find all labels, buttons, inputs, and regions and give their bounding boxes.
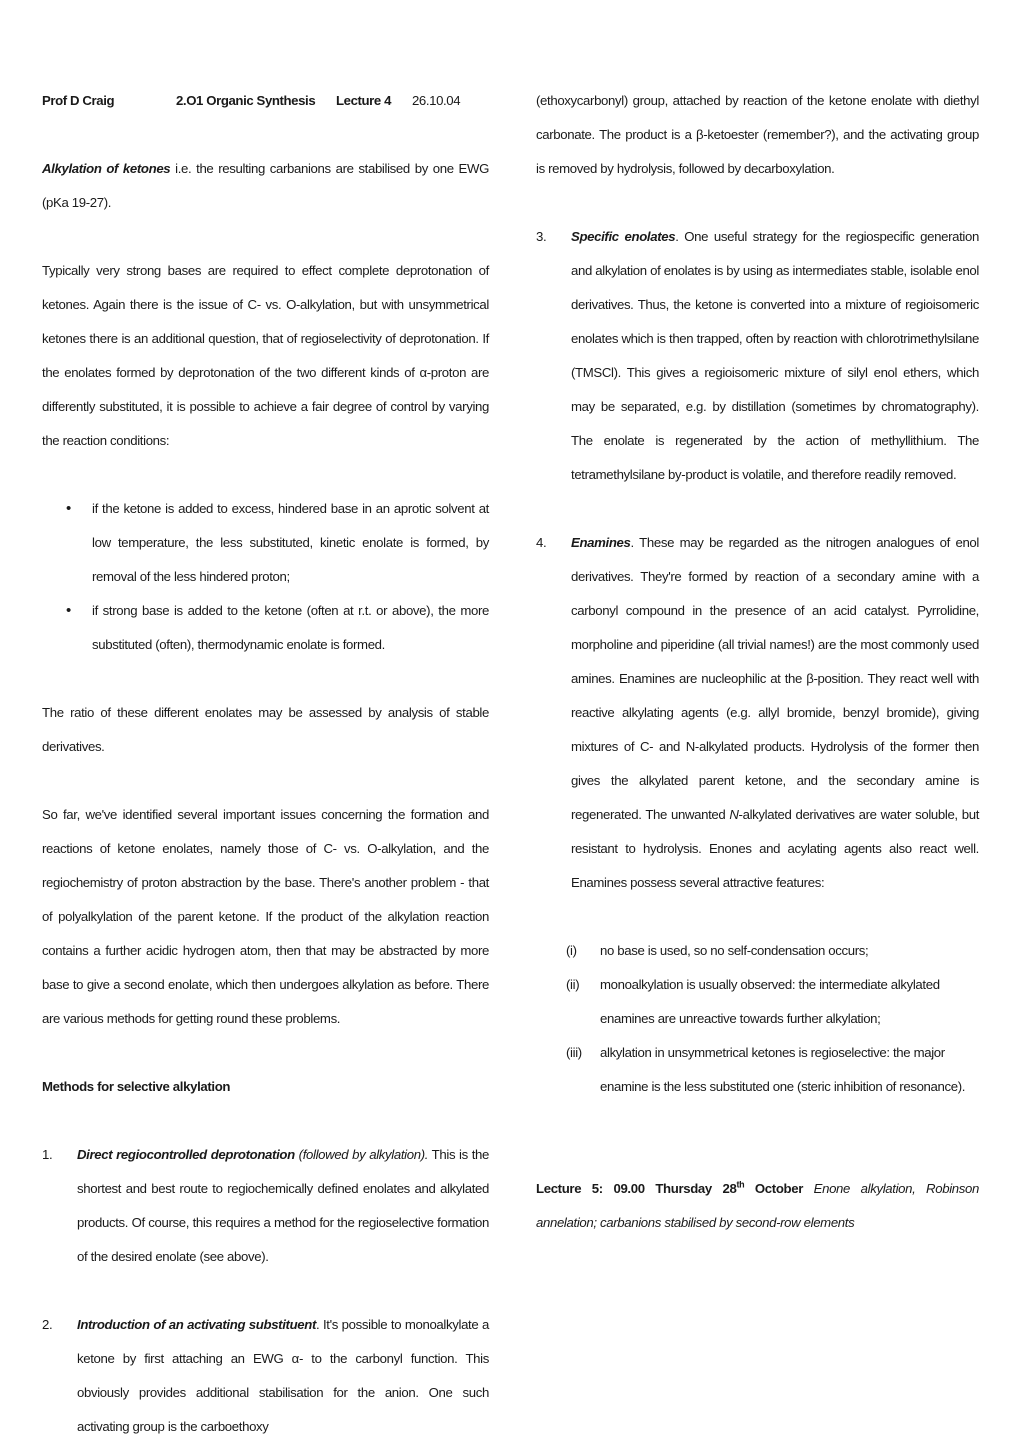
section-title: Alkylation of ketones [42, 161, 171, 176]
method-item-2-continued: (ethoxycarbonyl) group, attached by reaction of the ketone enolate with diethyl carbonate. The product is a β-ketoester (remember?), and the activating group is removed by hydrolysis, followed by decarboxylation. [536, 93, 979, 176]
method-item-3 [536, 220, 979, 492]
paragraph-deprotonation: Typically very strong bases are required to effect complete deprotonation of ketones. Again there is the issue of C- vs. O-alkylation, but with unsymmetrical ketones there is an additional question, that of regioselectivity of deprotonation. If the enolates formed by deprotonation of the two different kinds of α-proton are differently substituted, it is possible to achieve a fair degree of control by varying the reaction conditions: [42, 263, 489, 448]
item-number: 4. [536, 535, 547, 550]
lecture-date: 26.10.04 [412, 93, 461, 108]
next-lecture-topics: Enone alkylation, Robinson annelation; carbanions stabilised by second-row elements [536, 1181, 979, 1230]
item-numeral: (ii) [566, 977, 580, 992]
item-numeral: (i) [566, 943, 577, 958]
method-text: . It's possible to monoalkylate a ketone by first attaching an EWG α- to the carbonyl function. This obviously provides additional stabilisation for the anion. One such activating group is the carboethoxy [77, 1317, 489, 1434]
method-title: Enamines [571, 535, 631, 550]
list-item: (iii) alkylation in unsymmetrical ketones is regioselective: the major enamine is the less substituted one (steric inhibition of resonance). [536, 1036, 979, 1104]
course-title: 2.O1 Organic Synthesis [176, 93, 316, 108]
methods-heading: Methods for selective alkylation [42, 1079, 231, 1094]
method-item-4 [536, 526, 979, 900]
author: Prof D Craig [42, 93, 115, 108]
method-title: Introduction of an activating substituent [77, 1317, 317, 1332]
method-item-2 [42, 1308, 489, 1444]
right-column [536, 84, 979, 1240]
intro-text: i.e. the resulting carbanions are stabilised by one EWG (pKa 19-27). [42, 161, 489, 210]
method-text: . One useful strategy for the regiospecific generation and alkylation of enolates is by using as intermediates stable, isolable enol derivatives. Thus, the ketone is converted into a mixture of regioisomeric enolates which is then trapped, often by reaction with chlorotrimethylsilane (TMSCl). This gives a regioisomeric mixture of silyl enol ethers, which may be separated, e.g. by distillation (sometimes by chromatography). The enolate is regenerated by the action of methyllithium. The tetramethylsilane by-product is volatile, and therefore readily removed. [571, 229, 979, 482]
item-number: 3. [536, 229, 547, 244]
list-item: • if strong base is added to the ketone (often at r.t. or above), the more substituted (often), thermodynamic enolate is formed. [42, 594, 489, 662]
lecture-number: Lecture 4 [336, 93, 392, 108]
bullet-icon: • [66, 602, 71, 619]
item-number: 1. [42, 1147, 53, 1162]
next-lecture-label: Lecture 5: 09.00 Thursday 28 [536, 1181, 737, 1196]
header [42, 84, 489, 118]
method-subtitle: (followed by alkylation). [294, 1147, 429, 1162]
method-item-1 [42, 1138, 489, 1274]
list-item: (i) no base is used, so no self-condensation occurs; [536, 934, 979, 968]
paragraph-polyalkylation: So far, we've identified several important issues concerning the formation and reactions of ketone enolates, namely those of C- vs. O-alkylation, and the regiochemistry of proton abstraction by the base. There's another problem - that of polyalkylation of the parent ketone. If the product of the alkylation reaction contains a further acidic hydrogen atom, then that may be abstracted by more base to give a second enolate, which then undergoes alkylation as before. There are various methods for getting round these problems. [42, 807, 489, 1026]
bullet-icon: • [66, 500, 71, 517]
item-numeral: (iii) [566, 1045, 582, 1060]
list-item: (ii) monoalkylation is usually observed: the intermediate alkylated enamines are unreactive towards further alkylation; [536, 968, 979, 1036]
intro-line [42, 152, 489, 220]
features-list [536, 934, 979, 1104]
next-lecture: Lecture 5: 09.00 Thursday 28th October Enone alkylation, Robinson annelation; carbanions stabilised by second-row elements [536, 1179, 979, 1230]
paragraph-ratio: The ratio of these different enolates may be assessed by analysis of stable derivatives. [42, 705, 489, 754]
method-text: . These may be regarded as the nitrogen analogues of enol derivatives. They're formed by reaction of a secondary amine with a carbonyl compound in the presence of an acid catalyst. Pyrrolidine, morpholine and piperidine (all trivial names!) are the most commonly used amines. Enamines are nucleophilic at the β-position. They react well with reactive alkylating agents (e.g. allyl bromide, benzyl bromide), giving mixtures of C- and N-alkylated products. Hydrolysis of the former then gives the alkylated parent ketone, and the secondary amine is regenerated. The unwanted [571, 535, 979, 822]
method-text-continued: -alkylated derivatives are water soluble, but resistant to hydrolysis. Enones and acylating agents also react well. Enamines possess several attractive features: [571, 807, 980, 890]
method-text: This is the shortest and best route to regiochemically defined enolates and alkylated products. Of course, this requires a method for the regioselective formation of the desired enolate (see above). [77, 1147, 489, 1264]
method-title: Specific enolates [571, 229, 676, 244]
left-column [42, 84, 489, 1444]
item-number: 2. [42, 1317, 53, 1332]
conditions-list [42, 492, 489, 662]
method-title: Direct regiocontrolled deprotonation [77, 1147, 295, 1162]
italic-n: N [729, 807, 739, 822]
list-item: • if the ketone is added to excess, hindered base in an aprotic solvent at low temperature, the less substituted, kinetic enolate is formed, by removal of the less hindered proton; [42, 492, 489, 594]
